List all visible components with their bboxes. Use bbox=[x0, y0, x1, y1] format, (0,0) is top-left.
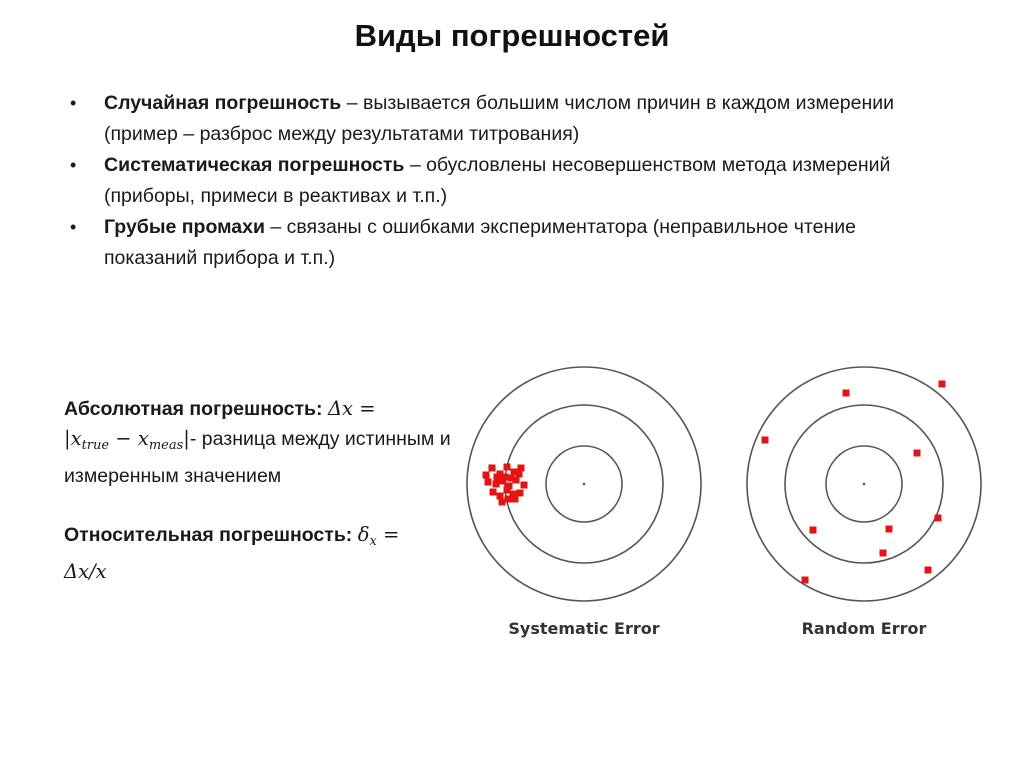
bullet-term: Систематическая погрешность bbox=[104, 154, 405, 176]
hit-marker bbox=[935, 515, 942, 522]
hit-marker bbox=[762, 437, 769, 444]
hit-marker bbox=[485, 479, 492, 486]
systematic-error-caption: Systematic Error bbox=[508, 619, 660, 638]
bullet-icon: • bbox=[70, 155, 77, 175]
slide-title: Виды погрешностей bbox=[354, 18, 670, 53]
hit-marker bbox=[499, 499, 506, 506]
hit-marker bbox=[490, 489, 497, 496]
hit-marker bbox=[914, 450, 921, 457]
systematic-error-target bbox=[467, 367, 701, 638]
hit-marker bbox=[802, 577, 809, 584]
hit-marker bbox=[518, 465, 525, 472]
hit-marker bbox=[493, 481, 500, 488]
hit-marker bbox=[939, 381, 946, 388]
hit-marker bbox=[505, 496, 512, 503]
hit-marker bbox=[517, 490, 524, 497]
hit-marker bbox=[521, 482, 528, 489]
hit-marker bbox=[502, 474, 509, 481]
hit-marker bbox=[516, 471, 523, 478]
hit-marker bbox=[886, 526, 893, 533]
hit-marker bbox=[504, 487, 511, 494]
systematic-error-hits bbox=[483, 464, 528, 506]
hit-marker bbox=[508, 475, 515, 482]
absolute-error-formula-rhs: $|x_{true} - x_{meas}|$ bbox=[64, 427, 190, 453]
bullet-icon: • bbox=[70, 93, 77, 113]
bullet-icon: • bbox=[70, 217, 77, 237]
hit-marker bbox=[512, 496, 519, 503]
bullet-term: Грубые промахи bbox=[104, 216, 265, 238]
absolute-error-label: Абсолютная погрешность: bbox=[64, 398, 323, 420]
absolute-error-formula-lhs: Δx = bbox=[327, 397, 376, 420]
hit-marker bbox=[925, 567, 932, 574]
bullet-term: Случайная погрешность bbox=[104, 92, 342, 114]
bullet-text: – обусловлены несовершенством метода измерений (приборы, примеси в реактивах и т.п.) bbox=[104, 154, 891, 207]
relative-error-formula: Δx/x bbox=[64, 560, 107, 583]
random-error-target bbox=[747, 367, 981, 638]
absolute-error-description: - разница между истинным и измеренным значением bbox=[64, 428, 451, 487]
hit-marker bbox=[880, 550, 887, 557]
target-center-icon bbox=[863, 483, 866, 486]
bullet-text: – связаны с ошибками экспериментатора (неправильное чтение показаний прибора и т.п.) bbox=[104, 216, 856, 269]
random-error-hits bbox=[762, 381, 946, 584]
relative-error-label: Относительная погрешность: bbox=[64, 524, 353, 546]
hit-marker bbox=[497, 493, 504, 500]
target-center-icon bbox=[583, 483, 586, 486]
hit-marker bbox=[810, 527, 817, 534]
random-error-caption: Random Error bbox=[801, 619, 927, 638]
hit-marker bbox=[494, 474, 501, 481]
bullet-text: – вызывается большим числом причин в каждом измерении (пример – разброс между результатами титрования) bbox=[104, 92, 895, 145]
hit-marker bbox=[489, 465, 496, 472]
hit-marker bbox=[843, 390, 850, 397]
relative-error-symbol: $\delta_x$ = bbox=[357, 523, 400, 549]
hit-marker bbox=[504, 464, 511, 471]
hit-marker bbox=[483, 472, 490, 479]
